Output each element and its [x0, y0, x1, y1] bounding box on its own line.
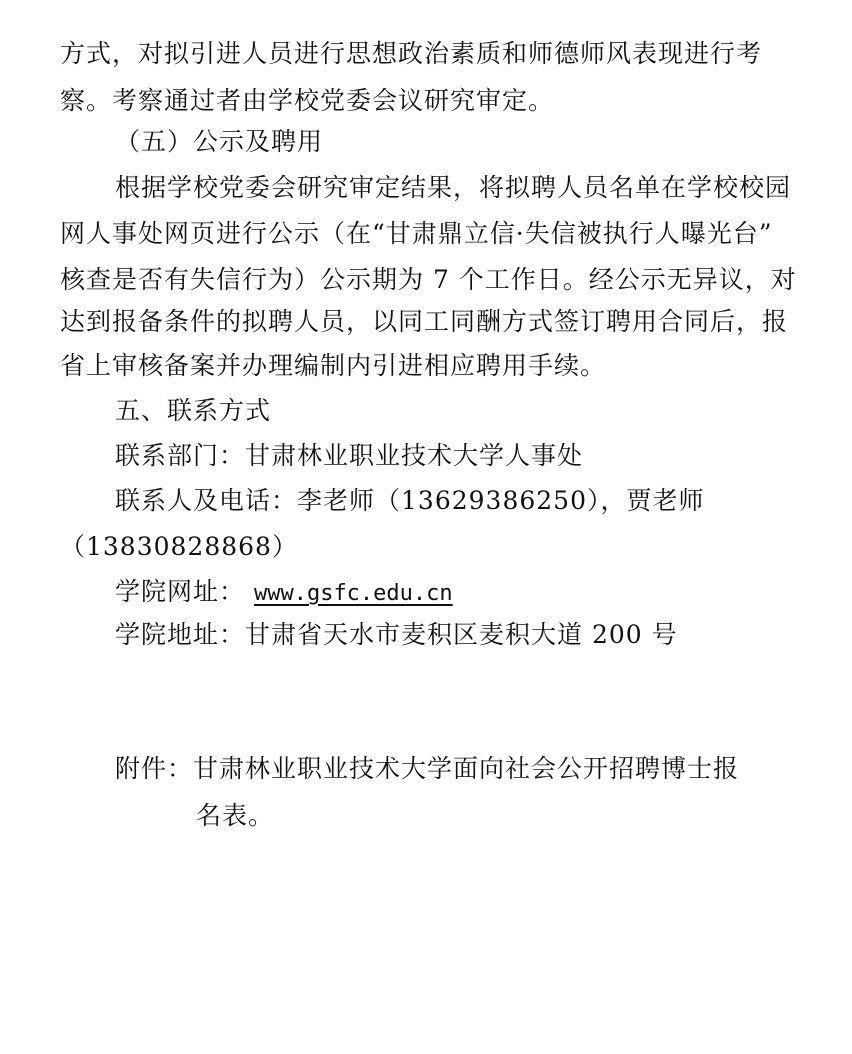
paragraph-line: 核查是否有失信行为）公示期为 7 个工作日。经公示无异议，对 — [60, 265, 797, 294]
paragraph-line: 省上审核备案并办理编制内引进相应聘用手续。 — [60, 351, 607, 380]
website-link[interactable]: www.gsfc.edu.cn — [253, 581, 453, 606]
paragraph-line: 察。考察通过者由学校党委会议研究审定。 — [60, 86, 555, 115]
attachment-title-line2: 名表。 — [196, 801, 275, 830]
contact-person-phone-2: （13830828868） — [60, 532, 298, 561]
paragraph-line: 网人事处网页进行公示（在“甘肃鼎立信·失信被执行人曝光台” — [60, 219, 773, 248]
paragraph-line: 达到报备条件的拟聘人员，以同工同酬方式签订聘用合同后，报 — [60, 307, 789, 336]
contact-department-label: 联系部门： — [115, 441, 246, 470]
contact-department — [115, 437, 830, 475]
contact-heading: 五、联系方式 — [115, 396, 272, 425]
section-heading: （五）公示及聘用 — [115, 127, 324, 156]
attachment-title-line1: 甘肃林业职业技术大学面向社会公开招聘博士报 — [193, 754, 740, 783]
contact-person — [115, 482, 830, 520]
contact-person-phone-1: 李老师（13629386250），贾老师 — [297, 486, 705, 515]
attachment — [115, 750, 830, 788]
paragraph-line: 根据学校党委会研究审定结果，将拟聘人员名单在学校校园 — [115, 173, 792, 202]
address-value: 甘肃省天水市麦积区麦积大道 200 号 — [245, 620, 678, 649]
website-label: 学院网址： — [115, 577, 246, 606]
contact-department-value: 甘肃林业职业技术大学人事处 — [245, 441, 584, 470]
paragraph-line: 方式，对拟引进人员进行思想政治素质和师德师风表现进行考 — [60, 39, 763, 68]
contact-website — [115, 573, 830, 611]
contact-person-label: 联系人及电话： — [115, 486, 298, 515]
address-label: 学院地址： — [115, 620, 246, 649]
contact-address — [115, 616, 830, 654]
attachment-label: 附件： — [115, 754, 194, 783]
